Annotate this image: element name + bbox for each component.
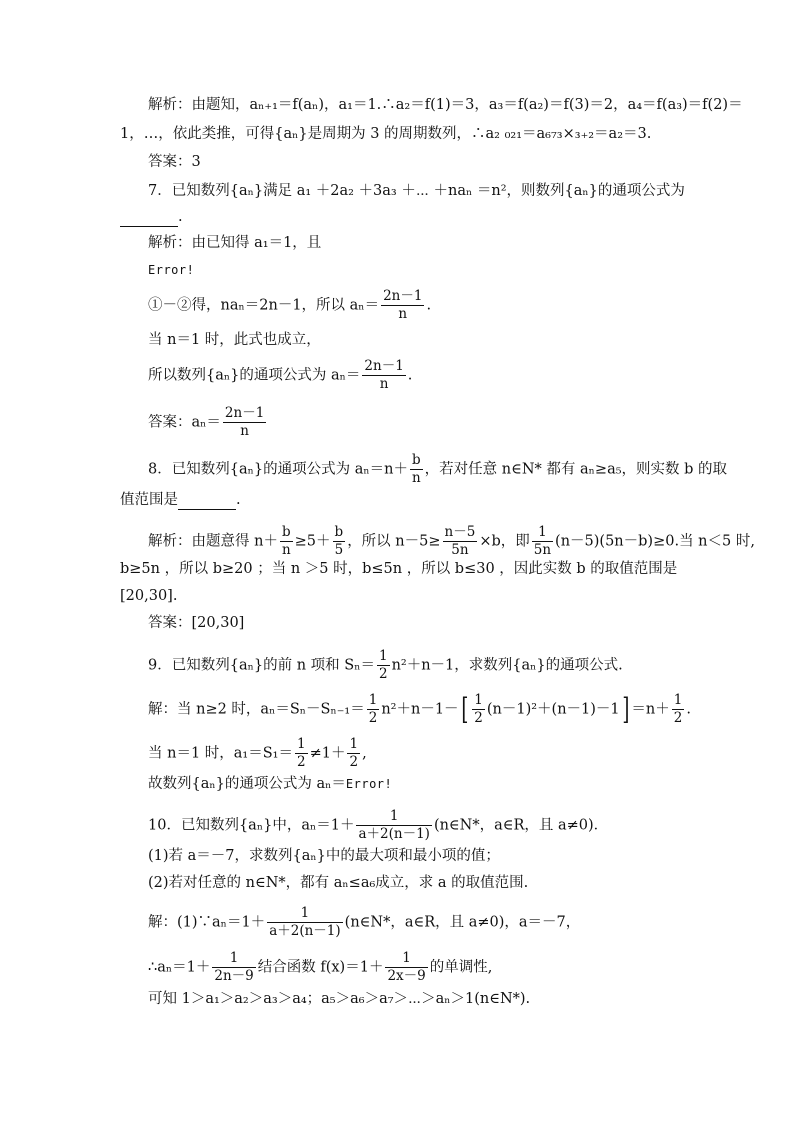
denominator: n bbox=[411, 470, 421, 486]
text-line: [20,30]. bbox=[120, 588, 178, 604]
text: ①－②得，naₙ＝2n－1，所以 aₙ＝ bbox=[148, 297, 380, 314]
text-line bbox=[148, 692, 691, 727]
text: 故数列{aₙ}的通项公式为 aₙ＝ bbox=[148, 776, 346, 792]
text-line bbox=[148, 774, 392, 794]
denominator: 5n bbox=[451, 542, 469, 558]
text: 8．已知数列{aₙ}的通项公式为 aₙ＝n＋ bbox=[148, 461, 408, 478]
denominator: 5n bbox=[533, 542, 552, 558]
left-bracket: [ bbox=[460, 691, 468, 727]
numerator: 1 bbox=[532, 524, 553, 542]
denominator: 2 bbox=[368, 710, 378, 726]
numerator: 1 bbox=[385, 950, 427, 968]
fraction bbox=[377, 648, 390, 683]
fraction bbox=[532, 524, 553, 559]
text: 的单调性, bbox=[429, 959, 493, 976]
text: . bbox=[178, 209, 183, 225]
numerator: 1 bbox=[297, 736, 306, 752]
text-line: (2)若对任意的 n∈N*，都有 aₙ≤a₆成立，求 a 的取值范围. bbox=[148, 875, 529, 891]
denominator: 2 bbox=[297, 754, 306, 770]
denominator: 2 bbox=[378, 666, 388, 682]
denominator: 2 bbox=[474, 710, 483, 726]
text: ＝n＋ bbox=[631, 701, 670, 718]
numerator: b bbox=[334, 524, 344, 540]
answer-blank bbox=[178, 495, 236, 510]
text: . bbox=[407, 367, 413, 384]
text-line: 当 n＝1 时，此式也成立， bbox=[148, 332, 321, 348]
text: n²＋n－1－ bbox=[381, 701, 459, 718]
numerator: b bbox=[410, 452, 423, 470]
text: 10．已知数列{aₙ}中，aₙ＝1＋ bbox=[148, 817, 355, 834]
text: 9．已知数列{aₙ}的前 n 项和 Sₙ＝ bbox=[148, 657, 375, 674]
text-line bbox=[148, 950, 492, 985]
denominator: 2n－9 bbox=[214, 968, 254, 984]
fraction bbox=[362, 358, 405, 393]
answer-line: 答案：3 bbox=[148, 154, 201, 170]
text-line: (1)若 a＝－7，求数列{aₙ}中的最大项和最小项的值； bbox=[148, 848, 500, 864]
text: (n∈N*，a∈R，且 a≠0)． bbox=[433, 817, 609, 834]
numerator: b bbox=[280, 524, 293, 542]
denominator: 2 bbox=[349, 754, 359, 770]
question-7: 7．已知数列{aₙ}满足 a₁ ＋2a₂ ＋3a₃ ＋⋯ ＋naₙ ＝n²，则数列{aₙ}的通项公式为 bbox=[148, 183, 685, 199]
right-bracket: ] bbox=[622, 691, 630, 727]
text: n²＋n－1，求数列{aₙ}的通项公式. bbox=[391, 657, 623, 674]
denominator: 2 bbox=[673, 710, 683, 726]
answer-line: 答案：[20,30] bbox=[148, 615, 245, 631]
text: 答案：aₙ＝ bbox=[148, 414, 221, 431]
text: (n－5)(5n－b)≥0.当 n＜5 时, bbox=[555, 533, 755, 550]
numerator: 1 bbox=[349, 736, 359, 752]
numerator: 1 bbox=[356, 808, 431, 826]
fraction bbox=[367, 692, 380, 727]
text-line: 解析：由题知，aₙ₊₁＝f(aₙ)，a₁＝1.∴a₂＝f(1)＝3，a₃＝f(a₂)＝f(3)＝2，a₄＝f(a₃)＝f(2)＝ bbox=[148, 97, 743, 113]
fraction bbox=[443, 524, 478, 559]
question-9 bbox=[148, 648, 623, 683]
denominator: 2x－9 bbox=[387, 968, 426, 984]
error-text: Error! bbox=[345, 777, 393, 791]
numerator: 1 bbox=[378, 648, 388, 664]
text: 解：当 n≥2 时，aₙ＝Sₙ－Sₙ₋₁＝ bbox=[148, 701, 365, 718]
fraction bbox=[280, 524, 293, 559]
fraction bbox=[333, 524, 346, 559]
text: 解：(1)∵aₙ＝1＋ bbox=[148, 914, 266, 931]
text: 值范围是 bbox=[120, 492, 178, 508]
denominator: a＋2(n－1) bbox=[358, 826, 430, 842]
question-8 bbox=[148, 452, 727, 487]
text: . bbox=[686, 701, 691, 718]
numerator: 1 bbox=[673, 692, 683, 708]
text: 解析：由题意得 n＋ bbox=[148, 533, 278, 550]
fraction bbox=[410, 452, 423, 487]
numerator: 2n－1 bbox=[224, 405, 265, 421]
text: . bbox=[236, 492, 241, 508]
answer-blank-line bbox=[120, 207, 183, 227]
fraction bbox=[672, 692, 685, 727]
text-line bbox=[148, 358, 412, 393]
text: 结合函数 f(x)＝1＋ bbox=[257, 959, 384, 976]
text-line bbox=[148, 524, 755, 559]
fraction bbox=[385, 950, 427, 985]
fraction bbox=[472, 692, 485, 727]
text: 当 n＝1 时，a₁＝S₁＝ bbox=[148, 745, 293, 762]
text: , bbox=[362, 745, 367, 762]
answer-line bbox=[148, 405, 268, 440]
text-line bbox=[148, 288, 431, 323]
fraction bbox=[381, 288, 424, 323]
text-line: 解析：由已知得 a₁＝1，且 bbox=[148, 235, 322, 251]
denominator: a＋2(n－1) bbox=[269, 923, 341, 939]
fraction bbox=[223, 405, 266, 440]
error-text: Error! bbox=[148, 263, 195, 277]
answer-blank bbox=[120, 212, 178, 227]
text-line bbox=[120, 490, 241, 510]
text: ≠1＋ bbox=[309, 745, 346, 762]
numerator: 1 bbox=[267, 905, 342, 923]
numerator: 1 bbox=[212, 950, 255, 968]
text-line: 1，…，依此类推，可得{aₙ}是周期为 3 的周期数列，∴a₂ ₀₂₁＝a₆₇₃×₃₊₂＝a₂＝3. bbox=[120, 126, 652, 142]
denominator: n bbox=[240, 423, 249, 439]
text-line bbox=[148, 736, 367, 771]
text: ≥5＋ bbox=[294, 533, 331, 550]
text-line bbox=[148, 905, 580, 940]
question-10 bbox=[148, 808, 608, 843]
text-line: 可知 1＞a₁＞a₂＞a₃＞a₄；a₅＞a₆＞a₇＞⋯＞aₙ＞1(n∈N*). bbox=[148, 991, 531, 1007]
fraction bbox=[267, 905, 342, 940]
text-line: b≥5n ，所以 b≥20 ；当 n ＞5 时，b≤5n ，所以 b≤30 ，因此实数 b 的取值范围是 bbox=[120, 561, 678, 577]
fraction bbox=[212, 950, 255, 985]
denominator: n bbox=[281, 542, 291, 558]
numerator: 2n－1 bbox=[383, 288, 423, 304]
denominator: n bbox=[398, 306, 408, 322]
text: ×b，即 bbox=[479, 533, 530, 550]
numerator: 2n－1 bbox=[364, 358, 404, 374]
text: 所以数列{aₙ}的通项公式为 aₙ＝ bbox=[148, 367, 361, 384]
fraction bbox=[347, 736, 360, 771]
text: (n∈N*，a∈R，且 a≠0)，a＝－7， bbox=[344, 914, 581, 931]
text: ，若对任意 n∈N* 都有 aₙ≥a₅，则实数 b 的取 bbox=[424, 461, 728, 478]
numerator: 1 bbox=[474, 692, 483, 708]
text: . bbox=[426, 297, 432, 314]
text: (n－1)²＋(n－1)－1 bbox=[486, 701, 620, 718]
text: ∴aₙ＝1＋ bbox=[148, 959, 211, 976]
denominator: n bbox=[379, 376, 389, 392]
text: ，所以 n－5≥ bbox=[347, 533, 441, 550]
numerator: n－5 bbox=[444, 524, 476, 540]
numerator: 1 bbox=[368, 692, 378, 708]
fraction bbox=[356, 808, 431, 843]
denominator: 5 bbox=[334, 542, 344, 558]
fraction bbox=[295, 736, 308, 771]
